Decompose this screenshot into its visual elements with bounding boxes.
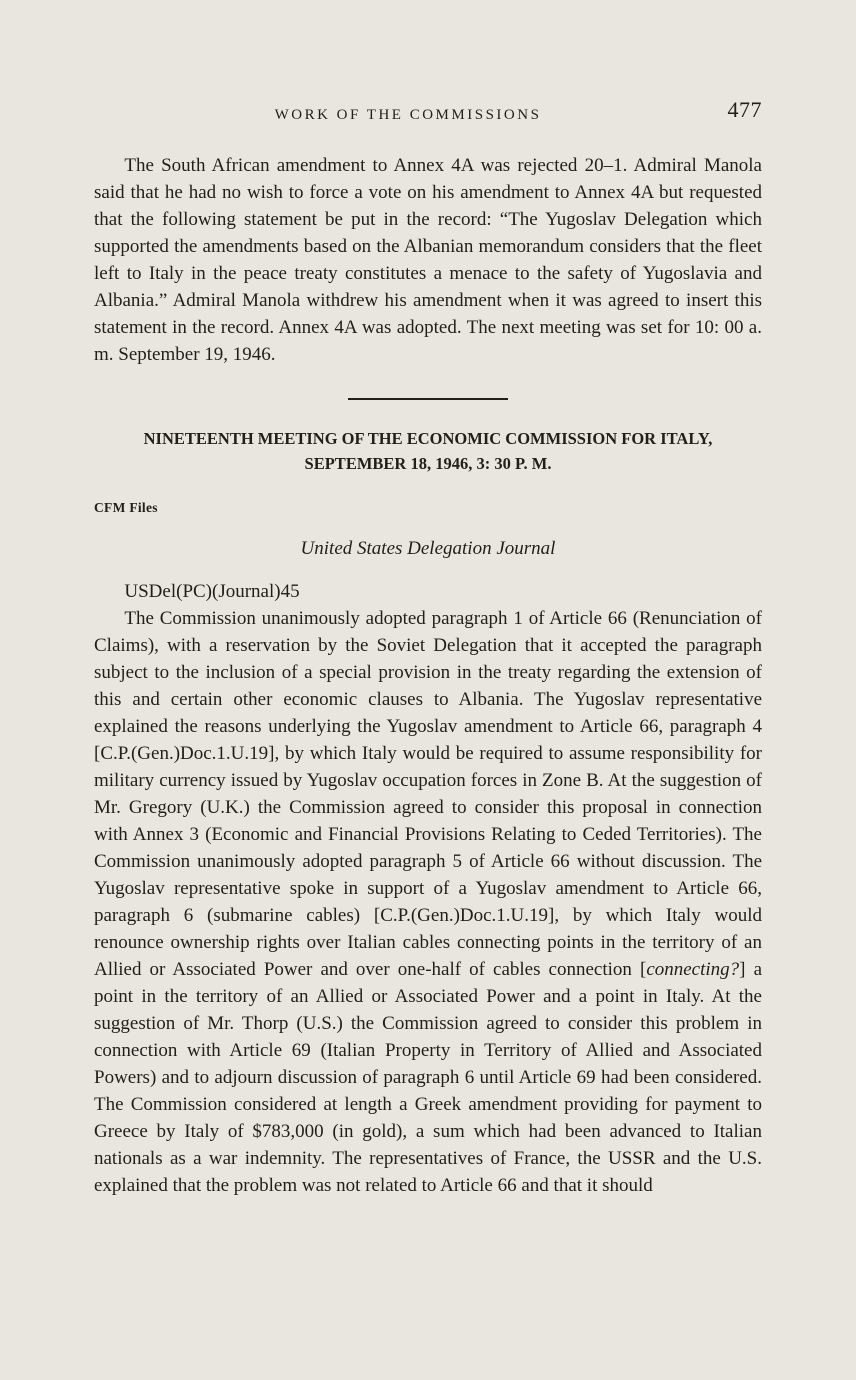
meeting-heading xyxy=(94,426,762,476)
source-note: CFM Files xyxy=(94,500,158,515)
meeting-heading-line2: SEPTEMBER 18, 1946, 3: 30 P. M. xyxy=(304,454,552,473)
doc-reference: USDel(PC)(Journal)45 xyxy=(124,581,300,602)
section-divider xyxy=(348,398,508,400)
journal-subtitle: United States Delegation Journal xyxy=(300,538,556,559)
intro-paragraph: The South African amendment to Annex 4A was rejected 20–1. Admiral Manola said that he had no wish to force a vote on his amendment to Annex 4A but requested that the following statement be put in the record: “The Yugoslav Delegation which supported the amendments based on the Albanian memorandum considers that the fleet left to Italy in the peace treaty constitutes a menace to the safety of Yugoslavia and Albania.” Admiral Manola withdrew his amendment when it was agreed to insert this statement in the record. Annex 4A was adopted. The next meeting was set for 10: 00 a. m. September 19, 1946. xyxy=(94,155,762,365)
running-header-title: WORK OF THE COMMISSIONS xyxy=(274,107,542,123)
running-header xyxy=(94,97,762,130)
page-number: 477 xyxy=(727,97,762,122)
meeting-heading-line1: NINETEENTH MEETING OF THE ECONOMIC COMMISSION FOR ITALY, xyxy=(143,429,713,448)
body-paragraph: The Commission unanimously adopted paragraph 1 of Article 66 (Renunciation of Claims), with a reservation by the Soviet Delegation that it accepted the paragraph subject to the inclusion of a special provision in the treaty regarding the extension of this and certain other economic clauses to Albania. The Yugoslav representative explained the reasons underlying the Yugoslav amendment to Article 66, paragraph 4 [C.P.(Gen.)Doc.1.U.19], by which Italy would be required to assume responsibility for military currency issued by Yugoslav occupation forces in Zone B. At the suggestion of Mr. Gregory (U.K.) the Commission agreed to consider this proposal in connection with Annex 3 (Economic and Financial Provisions Relating to Ceded Territories). The Commission unanimously adopted paragraph 5 of Article 66 without discussion. The Yugoslav representative spoke in support of a Yugoslav amendment to Article 66, paragraph 6 (submarine cables) [C.P.(Gen.)Doc.1.U.19], by which Italy would renounce ownership rights over Italian cables connecting points in the territory of an Allied or Associated Power and over one-half of cables connection [connecting?] a point in the territory of an Allied or Associated Power and a point in Italy. At the suggestion of Mr. Thorp (U.S.) the Commission agreed to consider this problem in connection with Article 69 (Italian Property in Territory of Allied and Associated Powers) and to adjourn discussion of paragraph 6 until Article 69 had been considered. The Commission considered at length a Greek amendment providing for payment to Greece by Italy of $783,000 (in gold), a sum which had been advanced to Italian nationals as a war indemnity. The representatives of France, the USSR and the U.S. explained that the problem was not related to Article 66 and that it should xyxy=(94,608,762,1196)
